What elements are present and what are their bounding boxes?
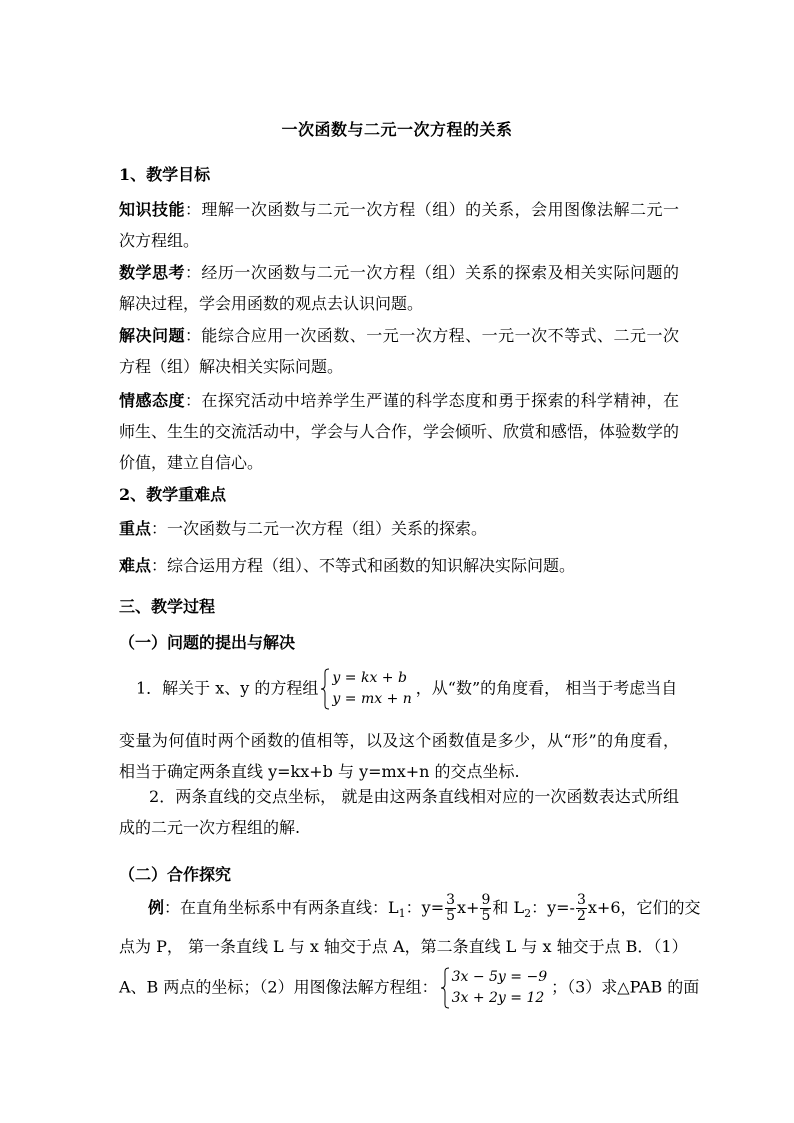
example-line-2: 点为 P， 第一条直线 L 与 x 轴交于点 A，第二条直线 L 与 x 轴交于点 B．（1） bbox=[119, 937, 688, 956]
item-1-suffix: ，从“数”的角度看， 相当于考虑当自 bbox=[415, 678, 678, 698]
text-emotion-attitude: ：在探究活动中培养学生严谨的科学态度和勇于探索的科学精神，在师生、生生的交流活动中，学会与人合作，学会倾听、欣赏和感悟，体验数学的价值，建立自信心。 bbox=[119, 391, 680, 472]
label-math-thinking: 数学思考 bbox=[119, 263, 185, 282]
item-1-prefix: 1．解关于 x、y 的方程组 bbox=[136, 678, 319, 698]
example-text-e: ：y=- bbox=[531, 898, 575, 917]
fraction-denominator: 5 bbox=[481, 908, 491, 924]
fraction-3-2 bbox=[576, 893, 587, 924]
example-label: 例 bbox=[148, 898, 165, 917]
fraction-numerator: 3 bbox=[576, 892, 586, 908]
system-2-equation-1: 3x − 5y = −9 bbox=[451, 969, 548, 985]
fraction-numerator: 3 bbox=[446, 892, 456, 908]
section-heading-objectives: 1、教学目标 bbox=[119, 165, 211, 184]
system-2-equation-2: 3x + 2y = 12 bbox=[451, 990, 545, 1006]
item-1-line bbox=[136, 668, 677, 710]
subsection-heading-problem: （一）问题的提出与解决 bbox=[119, 633, 296, 652]
text-key-point: ：一次函数与二元一次方程（组）关系的探索。 bbox=[151, 519, 488, 538]
section-heading-process: 三、教学过程 bbox=[119, 597, 216, 616]
label-problem-solving: 解决问题 bbox=[119, 326, 185, 345]
left-brace-icon bbox=[320, 668, 330, 710]
section-heading-key-points: 2、教学重难点 bbox=[119, 485, 227, 504]
fraction-denominator: 5 bbox=[446, 908, 456, 924]
example-text-d: 和 L bbox=[492, 898, 525, 917]
l2-subscript: 2 bbox=[524, 907, 532, 921]
text-problem-solving: ：能综合应用一次函数、一元一次方程、一元一次不等式、二元一次方程（组）解决相关实际问题。 bbox=[119, 326, 679, 376]
example-text-f: x+6，它们的交 bbox=[587, 898, 701, 917]
paragraph-knowledge-skills bbox=[119, 194, 679, 256]
label-key-point: 重点 bbox=[119, 519, 152, 538]
label-emotion-attitude: 情感态度 bbox=[119, 391, 185, 410]
l1-subscript: 1 bbox=[398, 907, 406, 921]
text-math-thinking: ：经历一次函数与二元一次方程（组）关系的探索及相关实际问题的解决过程，学会用函数的观点去认识问题。 bbox=[119, 263, 679, 313]
fraction-9-5 bbox=[480, 893, 491, 924]
paragraph-difficult-point bbox=[119, 550, 679, 581]
text-knowledge-skills: ：理解一次函数与二元一次方程（组）的关系，会用图像法解二元一次方程组。 bbox=[119, 200, 679, 250]
label-difficult-point: 难点 bbox=[119, 556, 152, 575]
page-title: 一次函数与二元一次方程的关系 bbox=[281, 120, 513, 139]
example-line-3-b: ；（3）求△PAB 的面 bbox=[551, 977, 700, 997]
item-2-paragraph: 2．两条直线的交点坐标， 就是由这两条直线相对应的一次函数表达式所组成的二元一次方程组的解. bbox=[119, 787, 679, 837]
item-1-continuation: 变量为何值时两个函数的值相等，以及这个函数值是多少，从“形”的角度看，相当于确定两条直线 y=kx+b 与 y=mx+n 的交点坐标. bbox=[119, 731, 679, 781]
example-text-c: x+ bbox=[457, 898, 480, 917]
fraction-3-5-a bbox=[445, 893, 456, 924]
paragraph-emotion-attitude bbox=[119, 385, 679, 478]
example-text-b: ：y= bbox=[405, 898, 445, 917]
system-1-equation-2: y = mx + n bbox=[332, 691, 412, 707]
system-1-equation-1: y = kx + b bbox=[332, 670, 407, 686]
paragraph-key-point bbox=[119, 513, 679, 544]
subsection-heading-cooperation: （二）合作探究 bbox=[119, 865, 232, 884]
example-line-3 bbox=[119, 967, 699, 1009]
label-knowledge-skills: 知识技能 bbox=[119, 200, 185, 219]
text-difficult-point: ：综合运用方程（组）、不等式和函数的知识解决实际问题。 bbox=[151, 556, 576, 575]
example-line-3-a: A、B 两点的坐标；（2）用图像法解方程组： bbox=[119, 977, 438, 997]
equation-system-1 bbox=[320, 668, 411, 710]
fraction-numerator: 9 bbox=[481, 892, 491, 908]
paragraph-math-thinking bbox=[119, 257, 679, 319]
paragraph-problem-solving bbox=[119, 320, 679, 382]
fraction-denominator: 2 bbox=[576, 908, 586, 924]
equation-system-2 bbox=[440, 967, 548, 1009]
example-text-a: ：在直角坐标系中有两条直线：L bbox=[164, 898, 399, 917]
example-line-1 bbox=[148, 893, 701, 924]
left-brace-icon bbox=[440, 967, 450, 1009]
